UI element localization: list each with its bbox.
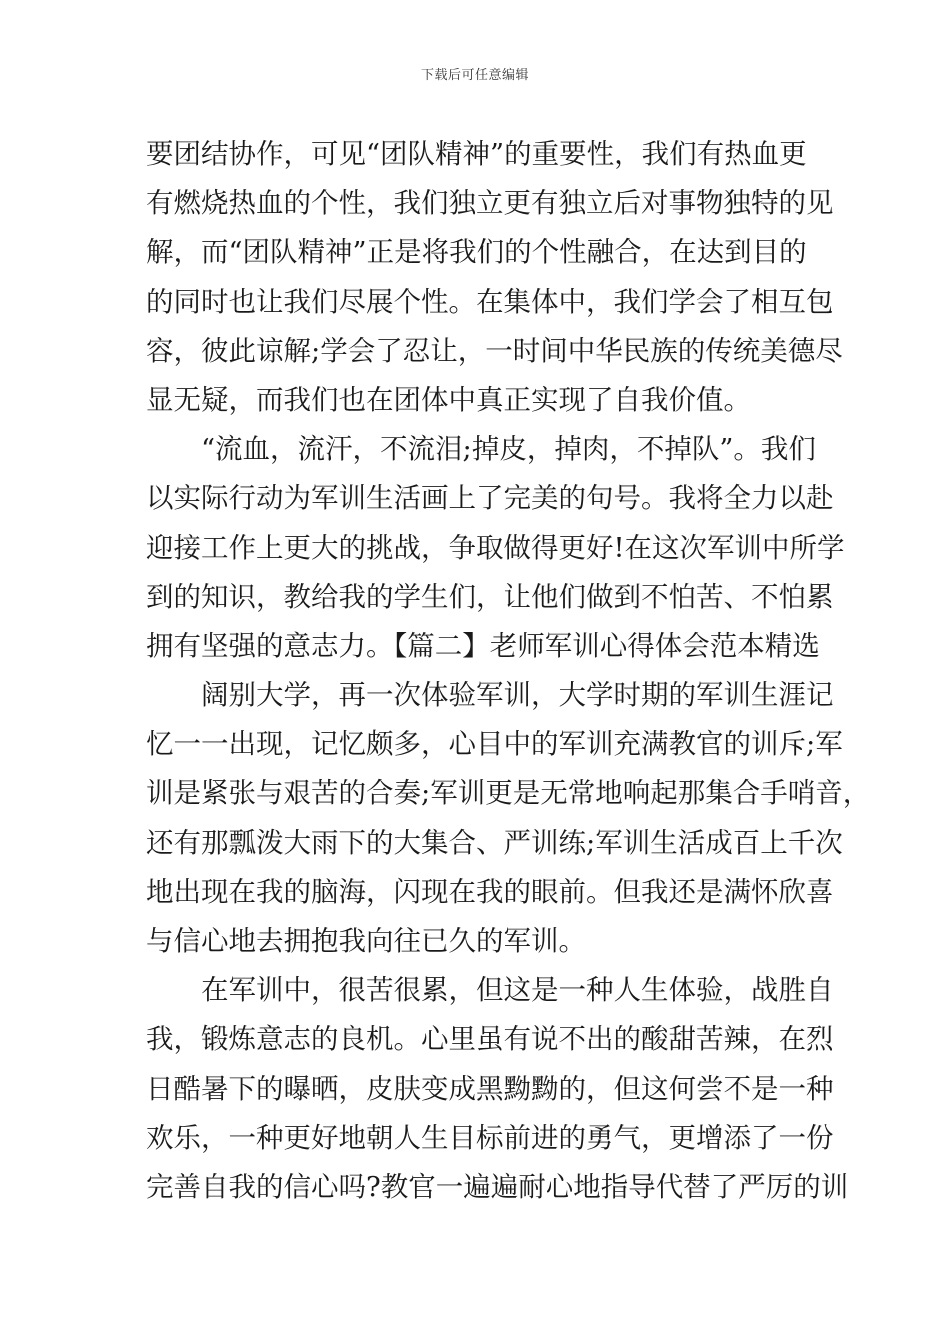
text-line: 地出现在我的脑海，闪现在我的眼前。但我还是满怀欣喜 xyxy=(146,875,834,908)
paragraph-2 xyxy=(146,425,845,671)
paragraph-4 xyxy=(146,966,849,1212)
text-line: 以实际行动为军训生活画上了完美的句号。我将全力以赴 xyxy=(146,482,834,515)
text-line: 显无疑，而我们也在团体中真正实现了自我价值。 xyxy=(146,383,751,416)
text-line: 训是紧张与艰苦的合奏;军训更是无常地响起那集合手哨音， xyxy=(146,777,871,810)
document-body xyxy=(146,130,871,1212)
text-line: 有燃烧热血的个性，我们独立更有独立后对事物独特的见 xyxy=(146,187,834,220)
text-line: 要团结协作，可见“团队精神”的重要性，我们有热血更 xyxy=(146,138,807,170)
page-header: 下载后可任意编辑 xyxy=(420,68,529,83)
paragraph-3 xyxy=(146,671,871,966)
text-line: 在军训中，很苦很累，但这是一种人生体验，战胜自 xyxy=(146,974,834,1007)
text-line: 忆一一出现，记忆颇多，心目中的军训充满教官的训斥;军 xyxy=(146,728,843,761)
text-line: 迎接工作上更大的挑战，争取做得更好!在这次军训中所学 xyxy=(146,531,845,564)
text-line: 完善自我的信心吗?教官一遍遍耐心地指导代替了严厉的训 xyxy=(146,1170,849,1203)
text-line: 日酷暑下的曝晒，皮肤变成黑黝黝的，但这何尝不是一种 xyxy=(146,1072,834,1105)
text-line: 容，彼此谅解;学会了忍让，一时间中华民族的传统美德尽 xyxy=(146,334,843,367)
text-line: 我，锻炼意志的良机。心里虽有说不出的酸甜苦辣，在烈 xyxy=(146,1023,834,1056)
text-line: 到的知识，教给我的学生们，让他们做到不怕苦、不怕累 xyxy=(146,580,834,613)
paragraph-1 xyxy=(146,130,843,425)
text-line: 拥有坚强的意志力。【篇二】老师军训心得体会范本精选 xyxy=(146,629,820,662)
text-line: 解，而“团队精神”正是将我们的个性融合，在达到目的 xyxy=(146,236,807,269)
text-line: 阔别大学，再一次体验军训，大学时期的军训生涯记 xyxy=(146,679,834,712)
text-line: 还有那瓢泼大雨下的大集合、严训练;军训生活成百上千次 xyxy=(146,826,843,859)
text-line: 欢乐，一种更好地朝人生目标前进的勇气，更增添了一份 xyxy=(146,1121,834,1154)
text-line: 的同时也让我们尽展个性。在集体中，我们学会了相互包 xyxy=(146,285,834,318)
text-line: “流血，流汗，不流泪;掉皮，掉肉，不掉队”。我们 xyxy=(146,433,816,466)
text-line: 与信心地去拥抱我向往已久的军训。 xyxy=(146,925,586,957)
